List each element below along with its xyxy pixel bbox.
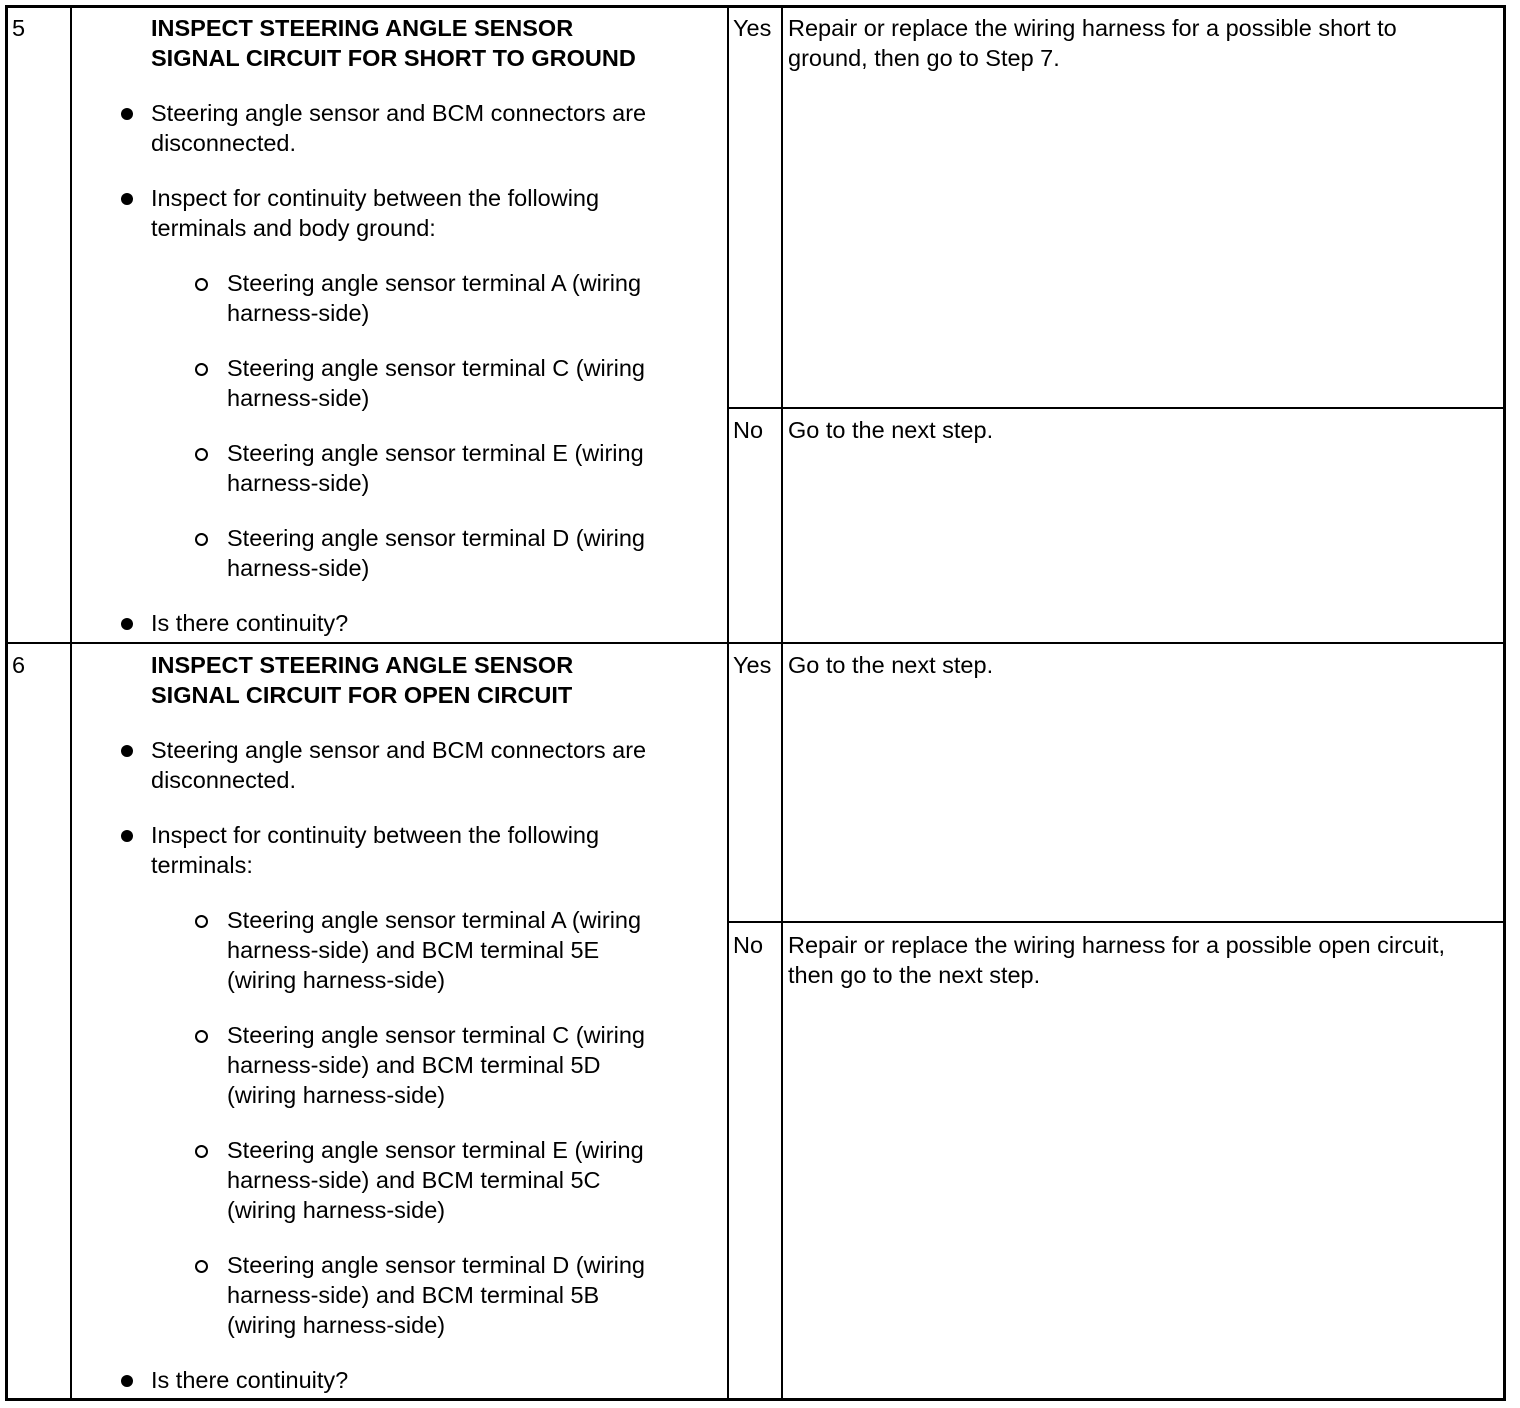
sub-bullet-icon	[195, 448, 208, 461]
sub-bullet-icon	[195, 915, 208, 928]
sub-item-text: Steering angle sensor terminal C (wiring	[227, 1022, 645, 1048]
bullet-icon	[121, 1375, 133, 1387]
sub-item-text: Steering angle sensor terminal E (wiring	[227, 1137, 644, 1163]
bullet-icon	[121, 745, 133, 757]
sub-bullet-icon	[195, 363, 208, 376]
bullet-text: terminals and body ground:	[151, 215, 436, 241]
sub-item-text: Steering angle sensor terminal E (wiring	[227, 440, 644, 466]
bullet-icon	[121, 618, 133, 630]
step-title: INSPECT STEERING ANGLE SENSOR	[151, 15, 574, 41]
sub-item-text: harness-side)	[227, 555, 370, 581]
sub-item-text: (wiring harness-side)	[227, 967, 446, 993]
row-divider	[6, 642, 1506, 644]
sub-item-text: harness-side) and BCM terminal 5E	[227, 937, 600, 963]
sub-item-text: Steering angle sensor terminal D (wiring	[227, 525, 645, 551]
sub-item-text: Steering angle sensor terminal A (wiring	[227, 907, 642, 933]
bullet-icon	[121, 830, 133, 842]
yes-label: Yes	[733, 652, 772, 678]
no-action: Go to the next step.	[788, 417, 994, 443]
bullet-text: terminals:	[151, 852, 253, 878]
sub-item-text: harness-side) and BCM terminal 5B	[227, 1282, 600, 1308]
question-text: Is there continuity?	[151, 610, 349, 636]
sub-item-text: harness-side)	[227, 470, 370, 496]
yes-no-divider	[727, 407, 1506, 409]
yes-no-divider	[727, 921, 1506, 923]
sub-bullet-icon	[195, 278, 208, 291]
no-label: No	[733, 417, 764, 443]
sub-item-text: (wiring harness-side)	[227, 1312, 446, 1338]
column-divider	[70, 6, 72, 1400]
bullet-text: disconnected.	[151, 130, 297, 156]
no-action: then go to the next step.	[788, 962, 1041, 988]
sub-item-text: (wiring harness-side)	[227, 1197, 446, 1223]
step-title: SIGNAL CIRCUIT FOR OPEN CIRCUIT	[151, 682, 573, 708]
sub-item-text: harness-side) and BCM terminal 5D	[227, 1052, 601, 1078]
step-title: INSPECT STEERING ANGLE SENSOR	[151, 652, 574, 678]
sub-bullet-icon	[195, 533, 208, 546]
yes-action: ground, then go to Step 7.	[788, 45, 1060, 71]
sub-item-text: (wiring harness-side)	[227, 1082, 446, 1108]
bullet-icon	[121, 108, 133, 120]
bullet-icon	[121, 193, 133, 205]
yes-label: Yes	[733, 15, 772, 41]
column-divider	[781, 6, 783, 1400]
bullet-text: disconnected.	[151, 767, 297, 793]
step-number: 6	[12, 652, 26, 678]
yes-action: Go to the next step.	[788, 652, 994, 678]
sub-item-text: harness-side)	[227, 385, 370, 411]
sub-bullet-icon	[195, 1260, 208, 1273]
sub-item-text: harness-side) and BCM terminal 5C	[227, 1167, 601, 1193]
bullet-text: Steering angle sensor and BCM connectors are	[151, 737, 647, 763]
sub-item-text: Steering angle sensor terminal D (wiring	[227, 1252, 645, 1278]
bullet-text: Inspect for continuity between the following	[151, 822, 600, 848]
bullet-text: Inspect for continuity between the following	[151, 185, 600, 211]
step-number: 5	[12, 15, 26, 41]
sub-item-text: Steering angle sensor terminal A (wiring	[227, 270, 642, 296]
sub-item-text: Steering angle sensor terminal C (wiring	[227, 355, 645, 381]
sub-bullet-icon	[195, 1145, 208, 1158]
yes-action: Repair or replace the wiring harness for a possible short to	[788, 15, 1397, 41]
no-label: No	[733, 932, 764, 958]
no-action: Repair or replace the wiring harness for a possible open circuit,	[788, 932, 1446, 958]
bullet-text: Steering angle sensor and BCM connectors are	[151, 100, 647, 126]
question-text: Is there continuity?	[151, 1367, 349, 1393]
step-title: SIGNAL CIRCUIT FOR SHORT TO GROUND	[151, 45, 636, 71]
sub-bullet-icon	[195, 1030, 208, 1043]
column-divider	[727, 6, 729, 1400]
sub-item-text: harness-side)	[227, 300, 370, 326]
